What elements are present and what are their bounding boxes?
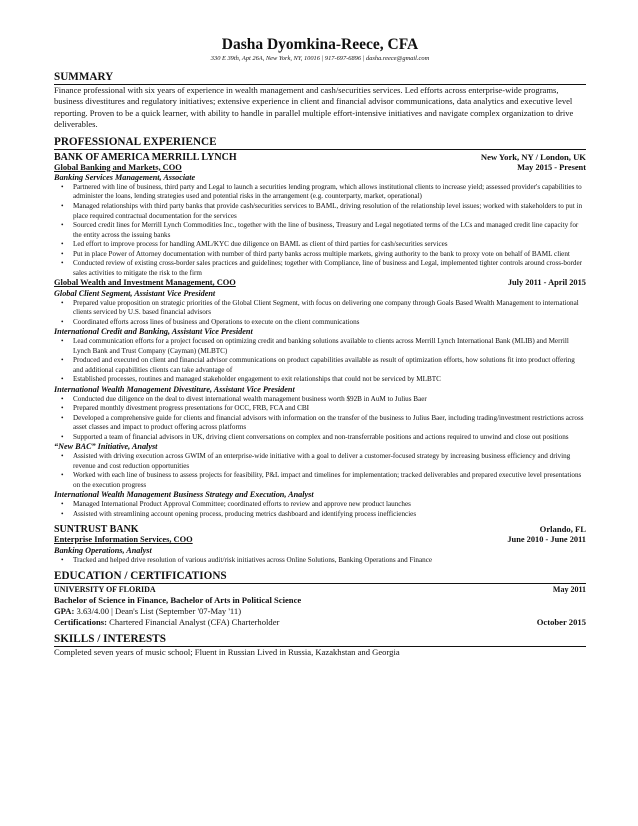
list-item: • Tracked and helped drive resolution of various audit/risk initiatives across Online Solutions, Banking Operations and Finance xyxy=(69,556,586,566)
division-row xyxy=(54,535,586,546)
list-item: • Assisted with streamlining account opening process, producing metrics dashboard and identifying process inefficiencies xyxy=(69,510,586,520)
list-item: • Partnered with line of business, third party and Legal to launch a securities lending program, which allows institutional clients to increase yield; assessed provider's capabilities to administer the loans, lending strategies used and potential risks in the arrangement (e.g. counterparty, market, operational) xyxy=(69,183,586,202)
contact-line: 330 E 39th, Apt 26A, New York, NY, 10016 | 917-697-6896 | dasha.reece@gmail.com xyxy=(210,55,430,62)
school-date: May 2011 xyxy=(552,585,586,595)
list-item: • Conducted due diligence on the deal to divest international wealth management business worth $92B in AuM to Julius Baer xyxy=(69,395,586,405)
list-item: • Sourced credit lines for Merrill Lynch Commodities Inc., together with the line of business, Treasury and Legal negotiated terms of the LCs and managed credit line capacity for the entity across the issuing banks xyxy=(69,221,586,240)
division-title: Global Banking and Markets, COO xyxy=(54,162,182,172)
gpa-text: 3.63/4.00 | Dean's List (September '07-May '11) xyxy=(76,606,242,617)
list-item: • Lead communication efforts for a project focused on optimizing credit and banking solutions available to clients across Merrill Lynch International Bank (MLIB) and Merrill Lynch Bank and Trust Company (Cayman) (MLBTC) xyxy=(69,337,586,356)
education-heading: EDUCATION / CERTIFICATIONS xyxy=(54,570,586,584)
bullet-list xyxy=(54,452,586,490)
division-dates: July 2011 - April 2015 xyxy=(507,278,586,288)
company-row-baml xyxy=(54,152,586,163)
division-dates: May 2015 - Present xyxy=(517,162,586,172)
experience-heading: PROFESSIONAL EXPERIENCE xyxy=(54,136,586,150)
cert-label: Certifications: xyxy=(54,617,107,628)
list-item: • Coordinated efforts across lines of business and Operations to execute on the client communications xyxy=(69,318,586,328)
summary-heading: SUMMARY xyxy=(54,71,586,85)
list-item: • Put in place Power of Attorney documentation with number of third party banks across multiple markets, giving authority to the bank to proxy vote on behalf of BAML client xyxy=(69,250,586,260)
bullet-list xyxy=(54,337,586,385)
company-name: SUNTRUST BANK xyxy=(54,524,139,536)
school-row xyxy=(54,584,586,595)
company-name: BANK OF AMERICA MERRILL LYNCH xyxy=(54,151,237,163)
gpa-label: GPA: xyxy=(54,606,75,617)
role-title: International Credit and Banking, Assistant Vice President xyxy=(54,327,253,337)
role-title: International Wealth Management Business Strategy and Execution, Analyst xyxy=(54,490,314,500)
cert-date: October 2015 xyxy=(536,617,586,628)
division-title: Enterprise Information Services, COO xyxy=(54,535,193,545)
gpa-row xyxy=(54,606,586,617)
company-location: New York, NY / London, UK xyxy=(480,151,586,162)
bullet-list xyxy=(54,556,586,566)
skills-heading: SKILLS / INTERESTS xyxy=(54,633,586,647)
summary-text: Finance professional with six years of experience in wealth management and cash/securities services. Led efforts across enterprise-wide programs, business divestitures and regulatory initiatives; extensive experience in client and financial advisor communications, data analytics and executive level reporting. Proven to be a quick learner, with ability to handle in parallel multiple effort-intensive initiatives and navigate complex organization to drive deliverables. xyxy=(54,85,574,130)
cert-row xyxy=(54,617,586,628)
role-title: International Wealth Management Divestiture, Assistant Vice President xyxy=(54,384,295,394)
role-title: “New BAC” Initiative, Analyst xyxy=(54,442,158,452)
company-row-suntrust xyxy=(54,524,586,535)
school-name: UNIVERSITY OF FLORIDA xyxy=(54,585,156,595)
list-item: • Managed International Product Approval Committee; coordinated efforts to review and approve new product launches xyxy=(69,500,586,510)
list-item: • Prepared monthly divestment progress presentations for OCC, FRB, FCA and CBI xyxy=(69,404,586,414)
list-item: • Developed a comprehensive guide for clients and financial advisors with information on the transfer of the business to Julius Baer, including trading/investment restrictions across asset classes and impact to product offering across platforms xyxy=(69,414,586,433)
skills-text: Completed seven years of music school; Fluent in Russian Lived in Russia, Kazakhstan and Georgia xyxy=(54,647,400,658)
cert-text: Chartered Financial Analyst (CFA) Charterholder xyxy=(109,617,280,628)
list-item: • Prepared value proposition on strategic priorities of the Global Client Segment, with focus on delivering one company through Goals Based Wealth Management to international clients serviced by U.S. based financial advisors xyxy=(69,299,586,318)
role-title: Banking Services Management, Associate xyxy=(54,173,196,183)
degree xyxy=(54,595,586,606)
bullet-list xyxy=(54,183,586,278)
division-dates: June 2010 - June 2011 xyxy=(507,535,586,545)
bullet-list xyxy=(54,395,586,443)
list-item: • Assisted with driving execution across GWIM of an enterprise-wide initiative with a goal to deliver a customer-focused strategy by increasing business efficiency and driving revenue and cost reduction opportunities xyxy=(69,452,586,471)
list-item: • Led effort to improve process for handling AML/KYC due diligence on BAML as client of third parties for cash/securities services xyxy=(69,240,586,250)
resume-page xyxy=(54,36,586,659)
list-item: • Managed relationships with third party banks that provide cash/securities services to BAML, driving resolution of the relationship level issues; worked with stakeholders to put in place required contractual documentation for the services xyxy=(69,202,586,221)
role-title: Global Client Segment, Assistant Vice President xyxy=(54,288,216,298)
division-row xyxy=(54,278,586,289)
list-item: • Produced and executed on client and financial advisor communications on product capabilities available as result of optimization efforts, how solutions fit into product offering and additional capabilities clients can take advantage of xyxy=(69,356,586,375)
company-location: Orlando, FL xyxy=(539,524,586,535)
degree-text: Bachelor of Science in Finance, Bachelor of Arts in Political Science xyxy=(54,595,302,606)
role-title: Banking Operations, Analyst xyxy=(54,545,152,555)
list-item: • Conducted review of existing cross-border sales practices and guidelines; together with Compliance, line of business and Legal, implemented tighter controls around cross-border sales activities to mitigate the risk to the firm xyxy=(69,259,586,278)
candidate-name: Dasha Dyomkina-Reece, CFA xyxy=(221,36,419,53)
division-title: Global Wealth and Investment Management, COO xyxy=(54,278,236,288)
list-item: • Established processes, routines and managed stakeholder engagement to exit relationships that could not be serviced by MLBTC xyxy=(69,375,586,385)
division-row xyxy=(54,163,586,174)
list-item: • Supported a team of financial advisors in UK, driving client conversations on complex and non-transferrable positions and actions required to unwind and close out positions xyxy=(69,433,586,443)
bullet-list xyxy=(54,299,586,328)
list-item: • Worked with each line of business to assess projects for feasibility, P&L impact and timelines for implementation; tracked deliverables and prepared executive level presentations on the execution progress xyxy=(69,471,586,490)
bullet-list xyxy=(54,500,586,519)
